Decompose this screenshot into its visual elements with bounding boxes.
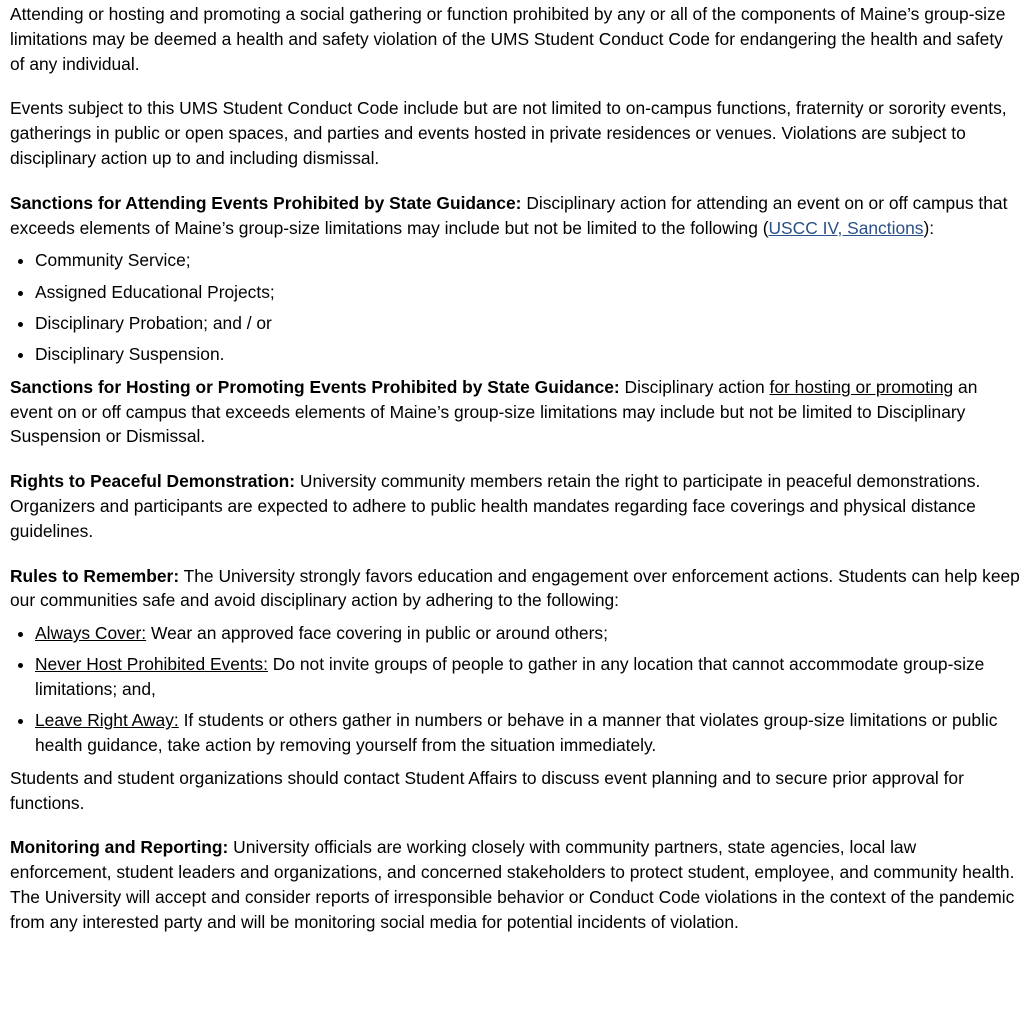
- list-item: [35, 708, 1020, 758]
- attending-sanctions-end: ):: [923, 217, 935, 238]
- monitoring-paragraph: [10, 835, 1020, 934]
- demonstration-paragraph: [10, 469, 1020, 543]
- events-paragraph: Events subject to this UMS Student Conduct Code include but are not limited to on-campus functions, fraternity or sorority events, gatherings in public or open spaces, and parties and events hosted in private residences or venues. Violations are subject to disciplinary action up to and including dismissal.: [10, 98, 1007, 168]
- rules-heading: Rules to Remember:: [10, 565, 180, 586]
- rule-text: Wear an approved face covering in public or around others;: [146, 623, 608, 644]
- attending-sanctions-list: [10, 248, 1020, 366]
- attending-sanctions-text: Disciplinary action for attending an event on or off campus that exceeds elements of Maine’s group-size limitations may include but not be limited to the following (: [10, 192, 1008, 238]
- rule-text: Do not invite groups of people to gather in any location that cannot accommodate group-size limitations; and,: [35, 654, 985, 700]
- uscc-sanctions-link[interactable]: USCC IV, Sanctions: [768, 217, 924, 238]
- hosting-promoting-underlined: for hosting or promoting: [769, 376, 954, 397]
- list-item: • Assigned Educational Projects;: [35, 280, 1020, 305]
- rule-text: If students or others gather in numbers or behave in a manner that violates group-size limitations or public health guidance, take action by removing yourself from the situation immediately.: [35, 710, 998, 756]
- rule-title: Never Host Prohibited Events:: [35, 654, 268, 675]
- rule-title: Leave Right Away:: [35, 710, 179, 731]
- intro-paragraph: Attending or hosting and promoting a social gathering or function prohibited by any or all of the components of Maine’s group-size limitations may be deemed a health and safety violation of the UMS Student Conduct Code for endangering the health and safety of any individual.: [10, 4, 1006, 74]
- rules-paragraph: [10, 564, 1020, 614]
- list-item: [35, 652, 1020, 702]
- list-item: • Disciplinary Suspension.: [35, 342, 1020, 367]
- attending-sanctions-heading: Sanctions for Attending Events Prohibited by State Guidance:: [10, 192, 522, 213]
- rules-text: The University strongly favors education and engagement over enforcement actions. Students can help keep our communities safe and avoid disciplinary action by adhering to the following:: [10, 565, 1020, 611]
- rule-title: Always Cover:: [35, 623, 147, 644]
- contact-paragraph: Students and student organizations should contact Student Affairs to discuss event planning and to secure prior approval for functions.: [10, 767, 964, 813]
- demonstration-text: University community members retain the right to participate in peaceful demonstrations. Organizers and participants are expected to adhere to public health mandates regarding face coverings and physical distance guidelines.: [10, 471, 981, 541]
- monitoring-text: University officials are working closely with community partners, state agencies, local law enforcement, student leaders and organizations, and concerned stakeholders to protect student, employee, and community health. The University will accept and consider reports of irresponsible behavior or Conduct Code violations in the context of the pandemic from any interested party and will be monitoring social media for potential incidents of violation.: [10, 837, 1015, 932]
- hosting-sanctions-text: Disciplinary action: [619, 376, 770, 397]
- list-item: • Disciplinary Probation; and / or: [35, 311, 1020, 336]
- monitoring-heading: Monitoring and Reporting:: [10, 837, 229, 858]
- hosting-sanctions-heading: Sanctions for Hosting or Promoting Events Prohibited by State Guidance:: [10, 376, 620, 397]
- attending-sanctions-paragraph: [10, 191, 1020, 241]
- hosting-sanctions-text-rest: an event on or off campus that exceeds elements of Maine’s group-size limitations may include but not be limited to Disciplinary Suspension or Dismissal.: [10, 376, 978, 447]
- demonstration-heading: Rights to Peaceful Demonstration:: [10, 471, 296, 492]
- list-item: • Community Service;: [35, 248, 1020, 273]
- rules-list: [10, 621, 1020, 758]
- hosting-sanctions-paragraph: [10, 375, 1020, 449]
- list-item: [35, 621, 1020, 646]
